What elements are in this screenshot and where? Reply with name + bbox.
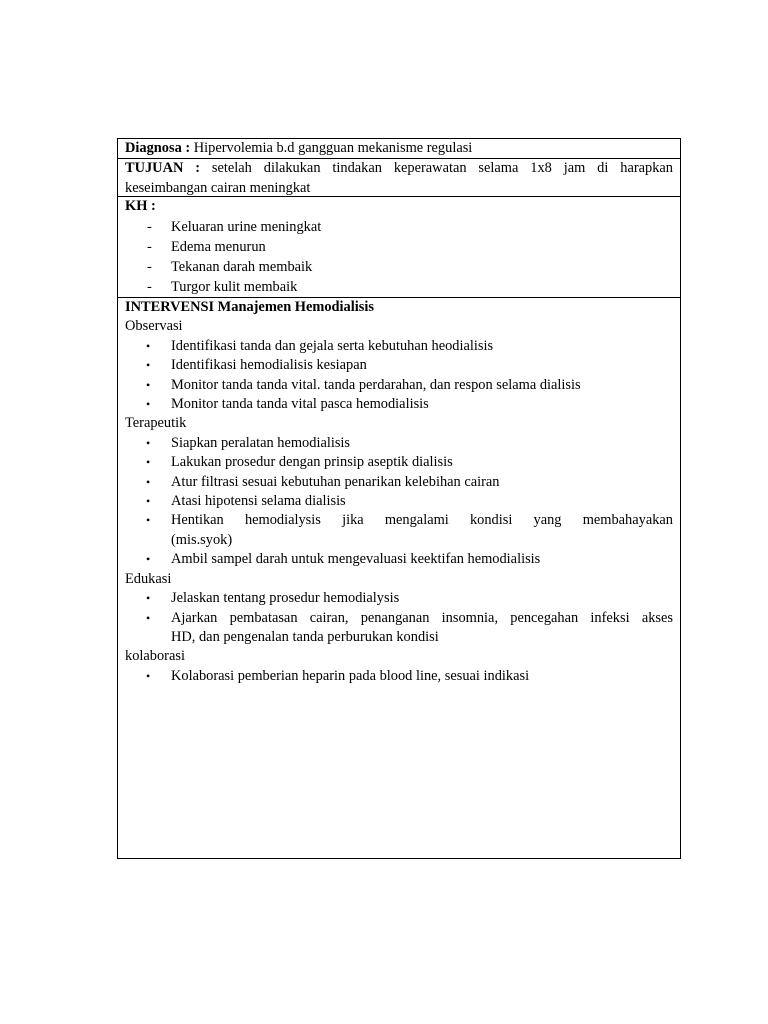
kh-item-text: Tekanan darah membaik xyxy=(171,259,313,276)
bullet-marker: • xyxy=(146,513,151,528)
terapeutik-label: Terapeutik xyxy=(125,415,187,432)
kh-list xyxy=(125,217,673,298)
bullet-marker: • xyxy=(146,358,151,373)
list-item xyxy=(125,356,673,375)
tujuan-line-1 xyxy=(125,159,673,179)
observasi-list xyxy=(125,337,673,415)
list-item-text: Identifikasi hemodialisis kesiapan xyxy=(171,357,367,374)
list-item-text: Ambil sampel darah untuk mengevaluasi keektifan hemodialisis xyxy=(171,551,541,568)
list-item xyxy=(125,337,673,356)
list-item-text: Kolaborasi pemberian heparin pada blood line, sesuai indikasi xyxy=(171,667,530,684)
bullet-marker: • xyxy=(146,377,151,392)
list-item-text: Lakukan prosedur dengan prinsip aseptik dialisis xyxy=(171,454,453,471)
list-item xyxy=(125,667,673,686)
list-item-text: Identifikasi tanda dan gejala serta kebutuhan heodialisis xyxy=(171,337,494,354)
list-item-text: Hentikan hemodialysis jika mengalami kondisi yang membahayakan xyxy=(171,512,673,529)
bullet-marker: • xyxy=(146,397,151,412)
care-plan-table xyxy=(117,138,681,859)
tujuan-row xyxy=(118,159,680,197)
kh-label: KH : xyxy=(125,198,156,214)
list-item xyxy=(125,492,673,511)
list-item xyxy=(125,434,673,453)
kh-item-text: Keluaran urine meningkat xyxy=(171,218,322,235)
list-item-text: Monitor tanda tanda vital pasca hemodialisis xyxy=(171,396,429,413)
list-item-text-continued: (mis.syok) xyxy=(171,531,233,548)
tujuan-text-1: setelah dilakukan tindakan keperawatan selama 1x8 jam di harapkan xyxy=(200,160,673,176)
bullet-marker: • xyxy=(146,494,151,509)
intervensi-row xyxy=(118,298,680,858)
tujuan-label: TUJUAN : xyxy=(125,160,201,176)
edukasi-label: Edukasi xyxy=(125,570,172,587)
dash-marker: - xyxy=(147,279,152,296)
kolaborasi-label: kolaborasi xyxy=(125,648,185,665)
kh-item xyxy=(125,257,673,277)
list-item xyxy=(125,511,673,550)
list-item-text: Atasi hipotensi selama dialisis xyxy=(171,493,346,510)
observasi-label: Observasi xyxy=(125,318,183,335)
diagnosa-row xyxy=(118,139,680,159)
list-item xyxy=(125,473,673,492)
diagnosa-label: Diagnosa : xyxy=(125,140,191,156)
kolaborasi-list xyxy=(125,667,673,686)
bullet-marker: • xyxy=(146,435,151,450)
intervensi-title: INTERVENSI Manajemen Hemodialisis xyxy=(125,299,374,315)
list-item-text: Siapkan peralatan hemodialisis xyxy=(171,434,351,451)
list-item-text: Ajarkan pembatasan cairan, penanganan insomnia, pencegahan infeksi akses xyxy=(171,609,673,626)
bullet-marker: • xyxy=(146,474,151,489)
bullet-marker: • xyxy=(146,455,151,470)
edukasi-list xyxy=(125,589,673,647)
kh-item xyxy=(125,237,673,257)
list-item xyxy=(125,453,673,472)
tujuan-text-2: keseimbangan cairan meningkat xyxy=(125,179,311,196)
dash-marker: - xyxy=(147,238,152,255)
bullet-marker: • xyxy=(146,338,151,353)
kh-item-text: Edema menurun xyxy=(171,238,266,255)
list-item xyxy=(125,550,673,569)
diagnosa-text: Hipervolemia b.d gangguan mekanisme regulasi xyxy=(190,140,473,156)
kh-item xyxy=(125,277,673,297)
list-item-text: Atur filtrasi sesuai kebutuhan penarikan kelebihan cairan xyxy=(171,473,500,490)
list-item xyxy=(125,395,673,414)
list-item xyxy=(125,589,673,608)
dash-marker: - xyxy=(147,259,152,276)
list-item xyxy=(125,609,673,648)
list-item-text: Jelaskan tentang prosedur hemodialysis xyxy=(171,590,400,607)
list-item-text-continued: HD, dan pengenalan tanda perburukan kondisi xyxy=(171,628,439,645)
bullet-marker: • xyxy=(146,668,151,683)
bullet-marker: • xyxy=(146,591,151,606)
terapeutik-list xyxy=(125,434,673,570)
kh-item-text: Turgor kulit membaik xyxy=(171,279,298,296)
dash-marker: - xyxy=(147,218,152,235)
bullet-marker: • xyxy=(146,552,151,567)
bullet-marker: • xyxy=(146,610,151,625)
list-item-text: Monitor tanda tanda vital. tanda perdarahan, dan respon selama dialisis xyxy=(171,376,581,393)
list-item xyxy=(125,376,673,395)
kh-item xyxy=(125,217,673,237)
kh-row xyxy=(118,197,680,298)
